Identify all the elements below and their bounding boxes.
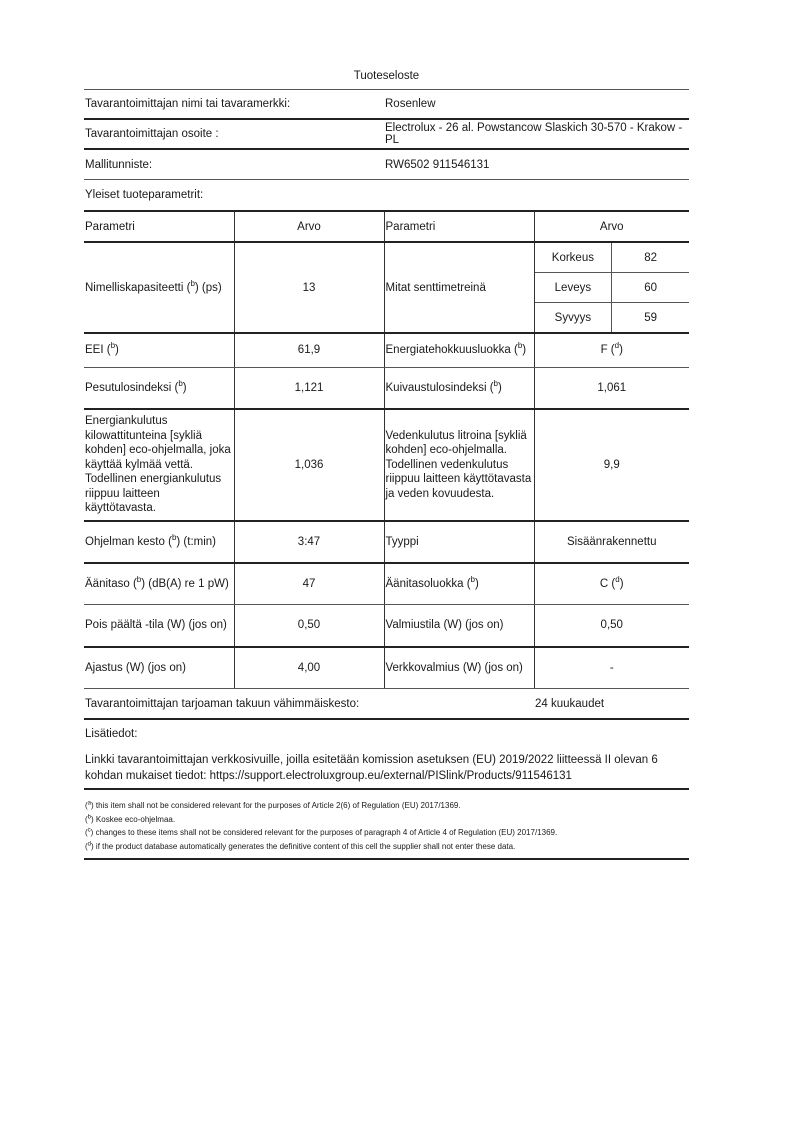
model-id-row: [84, 150, 689, 180]
program-duration-label: Ohjelman kesto ($^b$) (t:min): [84, 521, 234, 563]
general-params-label: Yleiset tuoteparametrit:: [84, 180, 689, 212]
energy-class-value: F ($^d$): [534, 333, 689, 367]
model-id-value: RW6502 911546131: [385, 158, 490, 171]
footnotes: [84, 790, 689, 860]
dimension-name: Syvyys: [535, 303, 612, 333]
delay-start-label: Ajastus (W) (jos on): [84, 647, 234, 689]
header-param-1: Parametri: [84, 212, 234, 242]
warranty-label: Tavarantoimittajan tarjoaman takuun vähimmäiskesto:: [85, 697, 360, 710]
energy-consumption-label: Energiankulutus kilowattitunteina [sykliä kohden] eco-ohjelmalla, joka käyttää kylmää vettä. Todellinen energiankulutus riippuu laitteen käyttötavasta.: [84, 409, 234, 521]
supplier-address-label: Tavarantoimittajan osoite :: [85, 128, 219, 140]
header-value-1: Arvo: [234, 212, 384, 242]
dimension-row-height: [535, 243, 690, 273]
water-consumption-label: Vedenkulutus litroina [sykliä kohden] eco-ohjelmalla. Todellinen vedenkulutus riippuu laitteen käyttötavasta ja veden kovuudesta.: [384, 409, 534, 521]
table-row: [84, 333, 689, 367]
additional-info-link-text: Linkki tavarantoimittajan verkkosivuille, joilla esitetään komission asetuksen (EU) 2019/2022 liitteessä II olevan 6 kohdan mukaiset tiedot: https://support.electroluxgroup.eu/external/PISlink/Products/911546131: [85, 754, 658, 782]
dimensions-cell: [534, 242, 689, 333]
dimensions-label: Mitat senttimetreinä: [384, 242, 534, 333]
noise-level-value: 47: [234, 563, 384, 605]
dimension-value: 60: [612, 273, 689, 303]
product-information-sheet: [84, 64, 689, 860]
type-value: Sisäänrakennettu: [534, 521, 689, 563]
table-row: [84, 409, 689, 521]
header-param-2: Parametri: [384, 212, 534, 242]
standby-value: 0,50: [534, 605, 689, 647]
wash-index-label: Pesutulosindeksi ($^b$): [84, 367, 234, 409]
wash-index-value: 1,121: [234, 367, 384, 409]
supplier-name-label: Tavarantoimittajan nimi tai tavaramerkki:: [85, 98, 291, 110]
off-mode-label: Pois päältä -tila (W) (jos on): [84, 605, 234, 647]
dimension-value: 82: [612, 243, 689, 273]
network-standby-value: -: [534, 647, 689, 689]
table-row: [84, 605, 689, 647]
table-row: [84, 242, 689, 333]
supplier-name-row: [84, 90, 689, 120]
energy-class-label: Energiatehokkuusluokka ($^b$): [384, 333, 534, 367]
standby-label: Valmiustila (W) (jos on): [384, 605, 534, 647]
eei-label: EEI ($^b$): [84, 333, 234, 367]
supplier-address-row: [84, 120, 689, 150]
footnote-c: ($^c$) changes to these items shall not be considered relevant for the purposes of paragraph 4 of Article 4 of Regulation (EU) 2017/1369.: [85, 827, 558, 837]
document-title: Tuoteseloste: [84, 64, 689, 90]
dimension-name: Korkeus: [535, 243, 612, 273]
table-row: [84, 563, 689, 605]
delay-start-value: 4,00: [234, 647, 384, 689]
table-header-row: [84, 212, 689, 242]
table-row: [84, 647, 689, 689]
dimension-name: Leveys: [535, 273, 612, 303]
supplier-address-value: Electrolux - 26 al. Powstancow Slaskich 30-570 - Krakow - PL: [385, 122, 683, 146]
off-mode-value: 0,50: [234, 605, 384, 647]
capacity-value: 13: [234, 242, 384, 333]
dimensions-table: [535, 243, 690, 332]
noise-class-label: Äänitasoluokka ($^b$): [384, 563, 534, 605]
table-row: [84, 521, 689, 563]
model-id-label: Mallitunniste:: [85, 158, 153, 171]
supplier-name-value: Rosenlew: [385, 98, 436, 110]
network-standby-label: Verkkovalmius (W) (jos on): [384, 647, 534, 689]
warranty-value: 24 kuukaudet: [535, 697, 605, 710]
noise-level-label: Äänitaso ($^b$) (dB(A) re 1 pW): [84, 563, 234, 605]
dry-index-label: Kuivaustulosindeksi ($^b$): [384, 367, 534, 409]
dry-index-value: 1,061: [534, 367, 689, 409]
dimension-row-width: [535, 273, 690, 303]
table-row: [84, 367, 689, 409]
eei-value: 61,9: [234, 333, 384, 367]
footnote-a: ($^a$) this item shall not be considered relevant for the purposes of Article 2(6) of Regulation (EU) 2017/1369.: [85, 800, 461, 810]
warranty-row: [84, 689, 689, 720]
energy-consumption-value: 1,036: [234, 409, 384, 521]
capacity-label: Nimelliskapasiteetti ($^b$) (ps): [84, 242, 234, 333]
footnote-b: ($^b$) Koskee eco-ohjelmaa.: [85, 813, 176, 824]
noise-class-value: C ($^d$): [534, 563, 689, 605]
footnote-d: ($^d$) if the product database automatically generates the definitive content of this cell the supplier shall not enter these data.: [85, 840, 516, 851]
type-label: Tyyppi: [384, 521, 534, 563]
dimension-row-depth: [535, 303, 690, 333]
additional-info-label: Lisätiedot:: [85, 728, 138, 740]
dimension-value: 59: [644, 311, 658, 324]
header-value-2: Arvo: [534, 212, 689, 242]
parameters-table: [84, 212, 689, 689]
program-duration-value: 3:47: [234, 521, 384, 563]
additional-info: [84, 720, 689, 790]
water-consumption-value: 9,9: [534, 409, 689, 521]
